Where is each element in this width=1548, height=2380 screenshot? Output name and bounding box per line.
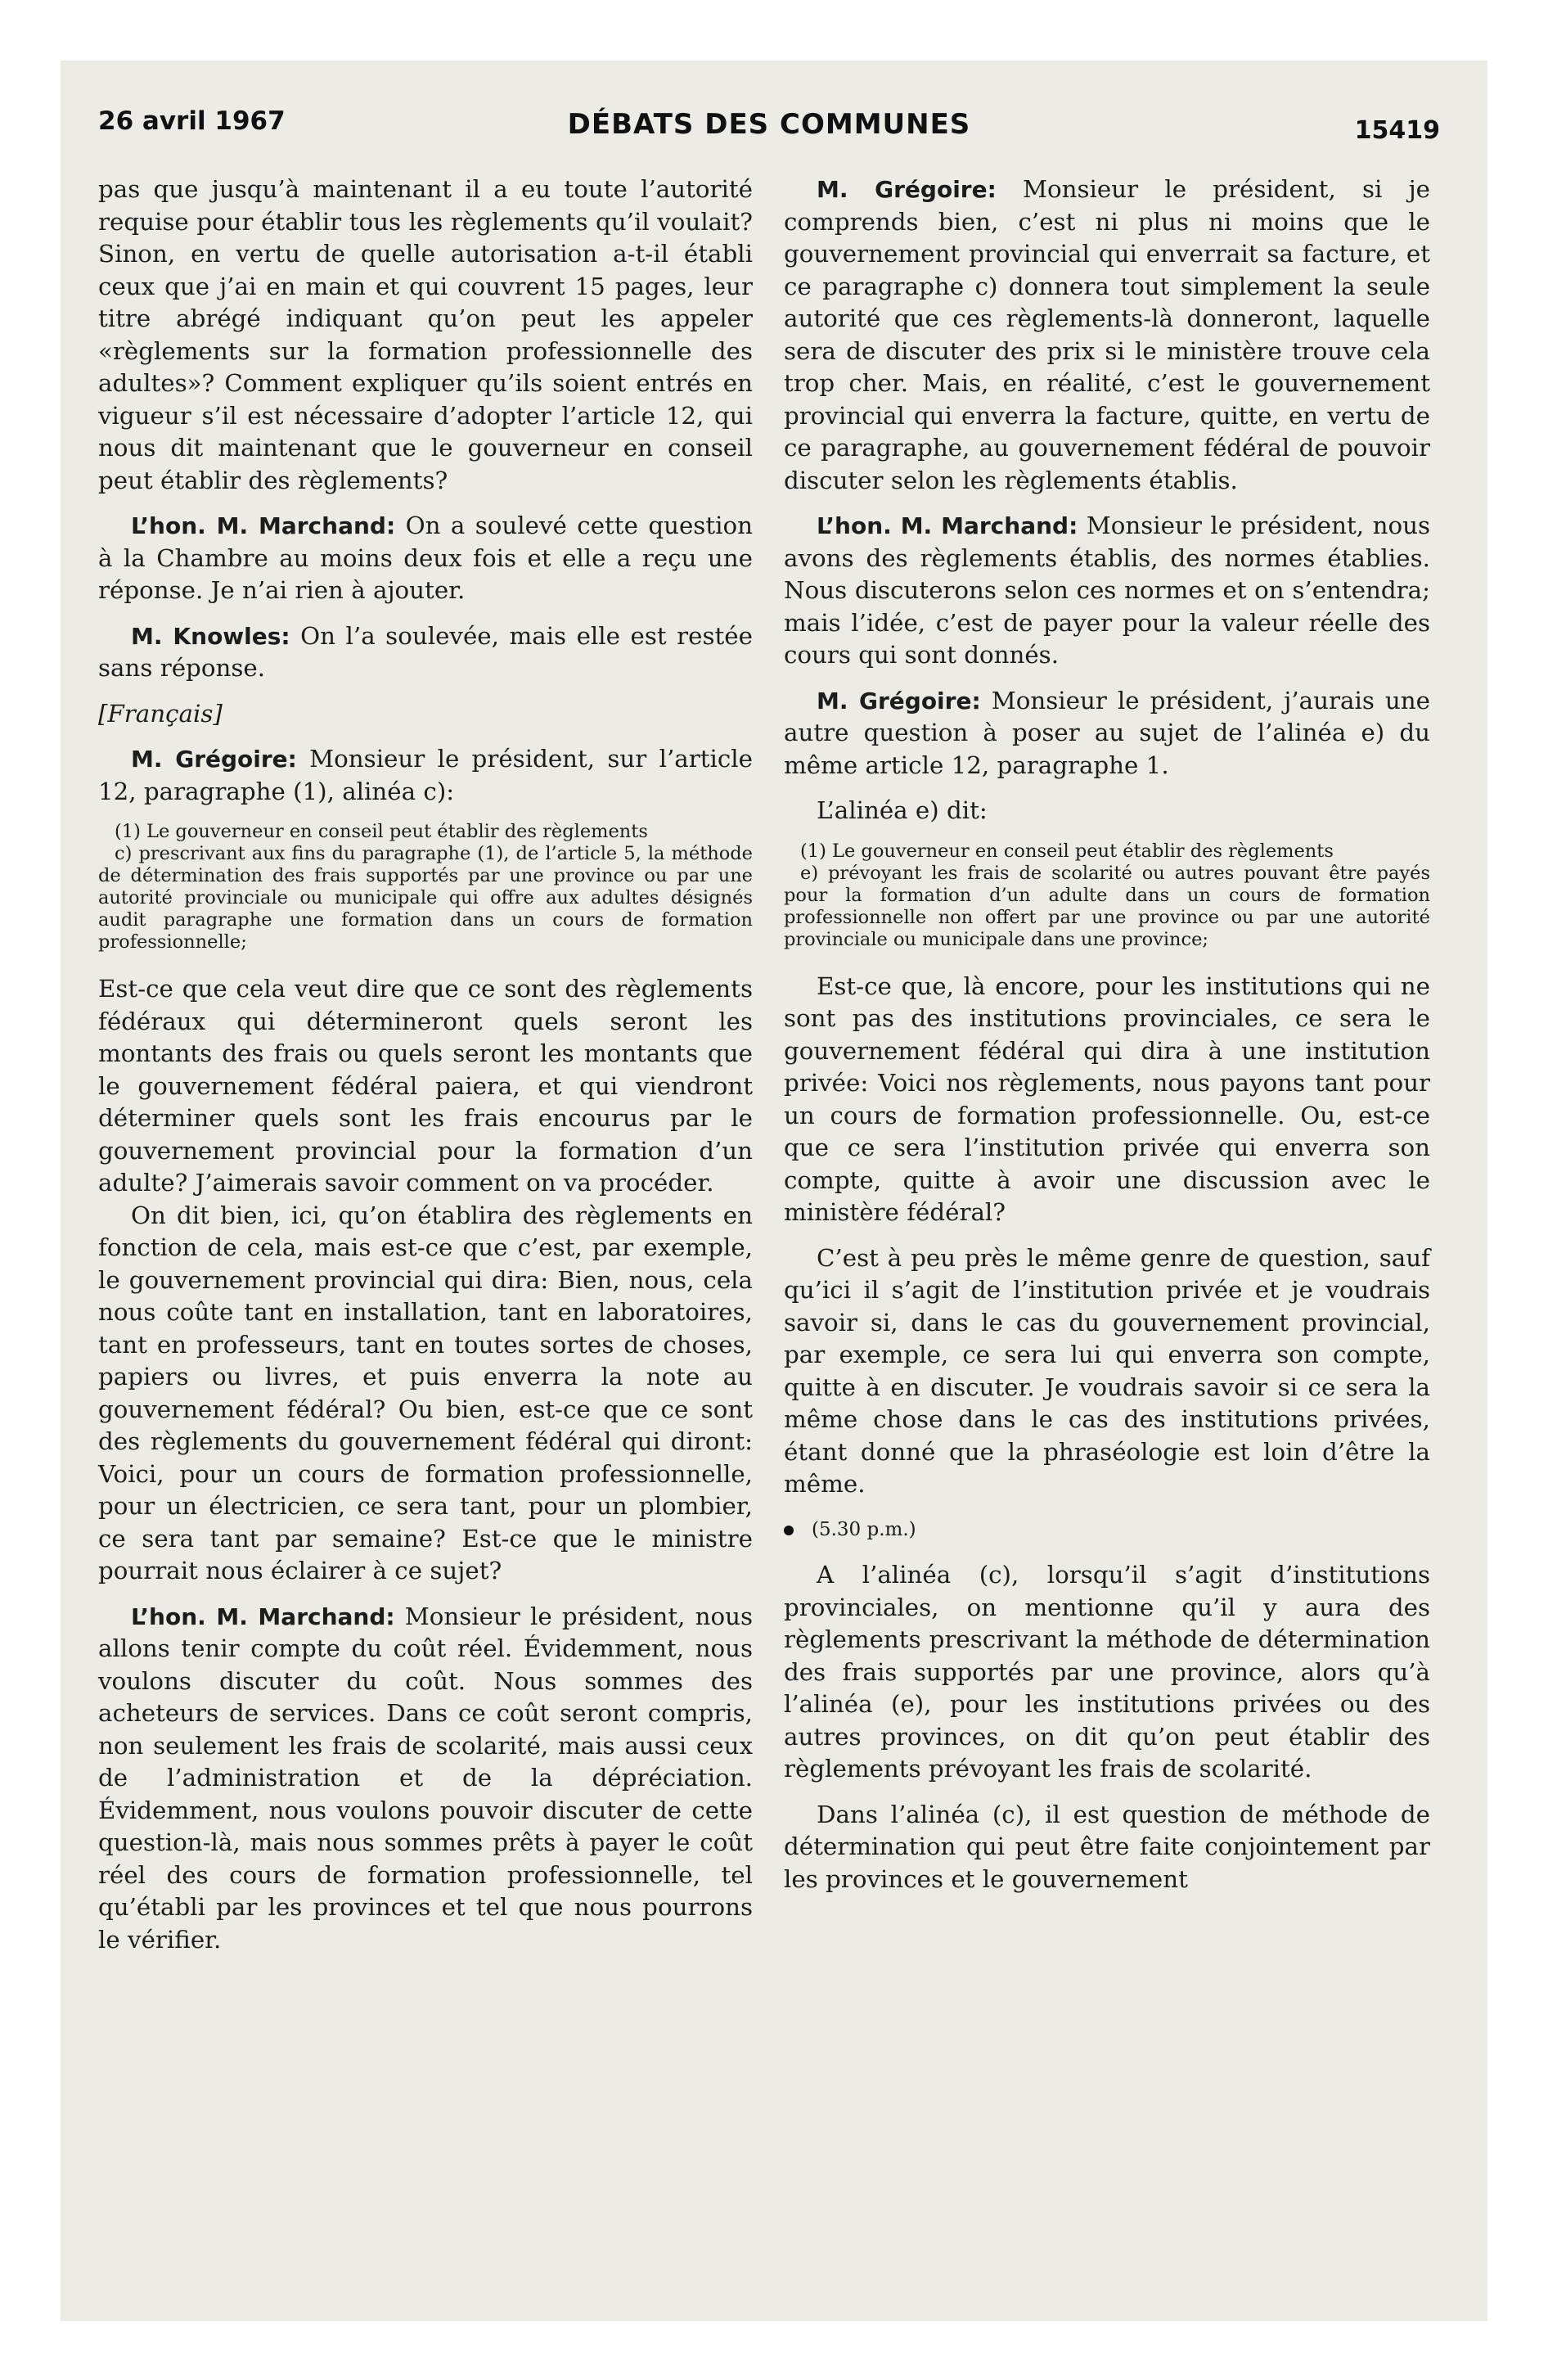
- speech-text: Monsieur le président, nous allons tenir compte du coût réel. Évidemment, nous voulons discuter du coût. Nous sommes des acheteurs de services. Dans ce coût seront compris, non seulement les frais de scolarité, mais aussi ceux de l’administration et de la dépréciation. Évidemment, nous voulons pouvoir discuter de cette question-là, mais nous sommes prêts à payer le coût réel des cours de formation professionnelle, tel qu’établi par les provinces et tel que nous pourrons le vérifier.: [98, 1602, 753, 1954]
- speech-paragraph: [784, 174, 1430, 497]
- quoted-regulation: [98, 821, 753, 953]
- speaker-name: M. Knowles:: [131, 622, 290, 650]
- page-number: 15419: [1354, 116, 1440, 145]
- right-column: [784, 174, 1430, 1909]
- paragraph: C’est à peu près le même genre de question, sauf qu’ici il s’agit de l’institution privée et je voudrais savoir si, dans le cas du gouvernement provincial, par exemple, ce sera lui qui enverra son compte, quitte à en discuter. Je voudrais savoir si ce sera la même chose dans le cas des institutions privées, étant donné que la phraséologie est loin d’être la même.: [784, 1243, 1430, 1498]
- speaker-name: L’hon. M. Marchand:: [817, 512, 1078, 539]
- speech-paragraph: [98, 510, 753, 607]
- quote-line: (1) Le gouverneur en conseil peut établir des règlements: [115, 821, 648, 842]
- speech-paragraph: [784, 685, 1430, 782]
- speaker-name: M. Grégoire:: [817, 176, 997, 203]
- speech-text: On l’a soulevée, mais elle est restée sans réponse.: [98, 621, 753, 682]
- left-column: [98, 174, 753, 1969]
- speaker-name: L’hon. M. Marchand:: [131, 512, 396, 539]
- language-tag: [Français]: [98, 699, 223, 728]
- paragraph: Est-ce que, là encore, pour les institutions qui ne sont pas des institutions provinciales, ce sera le gouvernement fédéral qui dira à une institution privée: Voici nos règlements, nous payons tant pour un cours de formation professionnelle. Ou, est-ce que ce sera l’institution privée qui enverra son compte, quitte à avoir une discussion avec le ministère fédéral?: [784, 971, 1430, 1226]
- time-stamp: [784, 1514, 1430, 1547]
- speech-paragraph: [98, 743, 753, 808]
- speech-text: On a soulevé cette question à la Chambre au moins deux fois et elle a reçu une réponse. Je n’ai rien à ajouter.: [98, 512, 753, 604]
- speech-text: Monsieur le président, j’aurais une autre question à poser au sujet de l’alinéa e) du même article 12, paragraphe 1.: [784, 686, 1430, 779]
- paragraph: A l’alinéa (c), lorsqu’il s’agit d’institutions provinciales, on mentionne qu’il y aura des règlements prescrivant la méthode de détermination des frais supportés par une province, alors qu’à l’alinéa (e), pour les institutions privées ou des autres provinces, on dit qu’on peut établir des règlements prévoyant les frais de scolarité.: [784, 1561, 1430, 1783]
- speech-paragraph: [784, 510, 1430, 672]
- speech-text: Monsieur le président, sur l’article 12, paragraphe (1), alinéa c):: [98, 745, 753, 805]
- speaker-name: L’hon. M. Marchand:: [131, 1602, 395, 1630]
- paragraph: pas que jusqu’à maintenant il a eu toute l’autorité requise pour établir tous les règlements qu’il voulait? Sinon, en vertu de quelle autorisation a-t-il établi ceux que j’ai en main et qui couvrent 15 pages, leur titre abrégé indiquant qu’on peut les appeler «règlements sur la formation professionnelle des adultes»? Comment expliquer qu’ils soient entrés en vigueur s’il est nécessaire d’adopter l’article 12, qui nous dit maintenant que le gouverneur en conseil peut établir des règlements?: [98, 175, 753, 494]
- paragraph: On dit bien, ici, qu’on établira des règlements en fonction de cela, mais est-ce que c’est, par exemple, le gouvernement provincial qui dira: Bien, nous, cela nous coûte tant en installation, tant en laboratoires, tant en professeurs, tant en toutes sortes de choses, papiers ou livres, et puis enverra la note au gouvernement fédéral? Ou bien, est-ce que ce sont des règlements du gouvernement fédéral qui diront: Voici, pour un cours de formation professionnelle, pour un électricien, ce sera tant, pour un plombier, ce sera tant par semaine? Est-ce que le ministre pourrait nous éclairer à ce sujet?: [98, 1201, 753, 1584]
- paragraph: Est-ce que cela veut dire que ce sont des règlements fédéraux qui détermineront quels seront les montants des frais ou quels seront les montants que le gouvernement fédéral paiera, et qui viendront déterminer quels sont les frais encourus par le gouvernement provincial pour la formation d’un adulte? J’aimerais savoir comment on va procéder.: [98, 975, 753, 1197]
- quote-line: e) prévoyant les frais de scolarité ou autres pouvant être payés pour la formation d’un adulte dans un cours de formation professionnelle non offert par une province ou par une autorité provinciale ou municipale dans une province;: [784, 862, 1430, 950]
- speaker-name: M. Grégoire:: [131, 746, 297, 773]
- speech-text: Monsieur le président, nous avons des règlements établis, des normes établies. Nous discuterons selon ces normes et on s’entendra; mais l’idée, c’est de payer pour la valeur réelle des cours qui sont donnés.: [784, 512, 1430, 669]
- bullet-icon: [784, 1526, 794, 1535]
- speech-text: Monsieur le président, si je comprends bien, c’est ni plus ni moins que le gouvernement provincial qui enverrait sa facture, et ce paragraphe c) donnera tout simplement la seule autorité que ces règlements-là donneront, laquelle sera de discuter des prix si le ministère trouve cela trop cher. Mais, en réalité, c’est le gouvernement provincial qui enverra la facture, quitte, en vertu de ce paragraphe, au gouvernement fédéral de pouvoir discuter selon les règlements établis.: [784, 175, 1430, 494]
- speech-paragraph: [98, 620, 753, 685]
- time-text: (5.30 p.m.): [812, 1518, 916, 1540]
- paragraph: Dans l’alinéa (c), il est question de méthode de détermination qui peut être faite conjointement par les provinces et le gouvernement: [784, 1800, 1430, 1893]
- quoted-regulation: [784, 841, 1430, 951]
- paragraph: L’alinéa e) dit:: [817, 796, 988, 824]
- page-header: [98, 106, 1440, 164]
- quote-line: (1) Le gouverneur en conseil peut établir des règlements: [800, 840, 1334, 862]
- quote-line: c) prescrivant aux fins du paragraphe (1), de l’article 5, la méthode de détermination des frais supportés par une province ou par une autorité provinciale ou municipale qui offre aux adultes désignés audit paragraphe une formation dans un cours de formation professionnelle;: [98, 843, 753, 953]
- header-date: 26 avril 1967: [98, 106, 286, 136]
- speaker-name: M. Grégoire:: [817, 687, 981, 714]
- speech-paragraph: [98, 1601, 753, 1957]
- header-title: DÉBATS DES COMMUNES: [567, 108, 971, 141]
